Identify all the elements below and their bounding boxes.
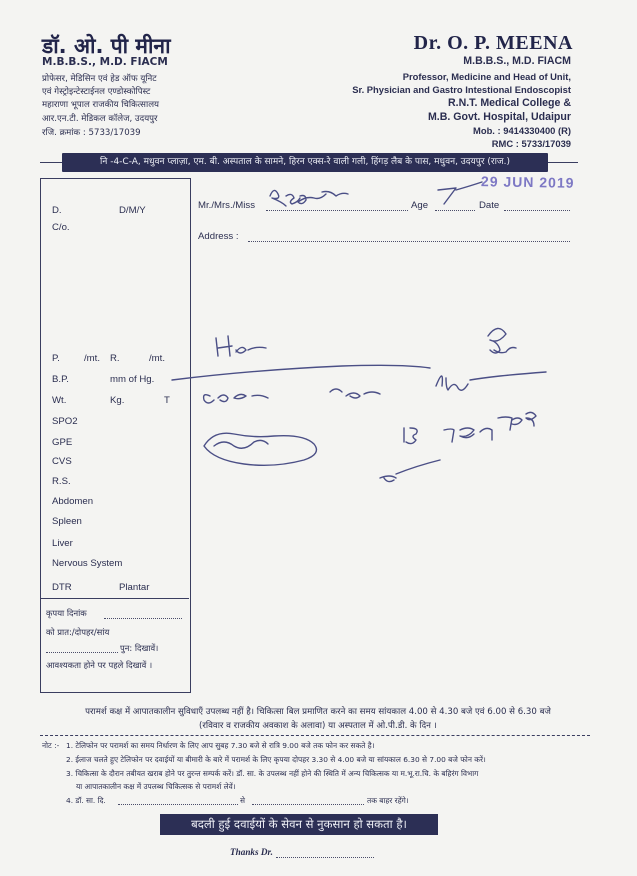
bp-unit: mm of Hg. bbox=[110, 374, 155, 385]
weight-unit: Kg. bbox=[110, 395, 125, 406]
note-1: 1. टेलिफोन पर परामर्श का समय निर्धारण के लिए आप सुबह 7.30 बजे से रात्रि 9.00 बजे तक फोन कर सकते है। bbox=[66, 741, 375, 750]
gpe-label: GPE bbox=[52, 437, 73, 448]
hospital-line: महाराणा भूपाल राजकीय चिकित्सालय bbox=[42, 100, 160, 110]
spo2-label: SPO2 bbox=[52, 416, 78, 427]
resp-label: R. bbox=[110, 353, 120, 364]
handwritten-age bbox=[438, 188, 456, 204]
followup-date-label: कृपया दिनांक bbox=[46, 608, 87, 618]
college-line: आर.एन.टी. मेडिकल कॉलेज, उदयपुर bbox=[42, 114, 158, 124]
thanks-label: Thanks Dr. bbox=[230, 847, 273, 857]
pulse-label: P. bbox=[52, 353, 60, 364]
handwritten-name bbox=[270, 190, 348, 206]
specialty-line: Sr. Physician and Gastro Intestional Endoscopist bbox=[352, 84, 571, 95]
doctor-name-hindi: डॉ. ओ. पी मीना bbox=[42, 34, 171, 58]
weight-label: Wt. bbox=[52, 395, 67, 406]
note-2: 2. ईलाज चलते हुए टेलिफोन पर दवाईयों या बीमारी के बारे में परामर्श के लिए कृपया दोपहर 3.30 से 4.00 बजे या सांयकाल 6.30 से 7.00 बजे फोन करें। bbox=[66, 755, 486, 764]
note-4-end: तक बाहर रहेंगे। bbox=[367, 796, 409, 805]
plantar-label: Plantar bbox=[119, 582, 150, 593]
date-label: Date bbox=[479, 200, 500, 211]
d-label: D. bbox=[52, 205, 62, 216]
liver-label: Liver bbox=[52, 538, 73, 549]
co-label: C/o. bbox=[52, 222, 70, 233]
notes-prefix: नोट :- bbox=[42, 741, 60, 750]
patient-name-label: Mr./Mrs./Miss bbox=[198, 200, 256, 211]
address-label: Address : bbox=[198, 231, 239, 242]
designation-line-2: एवं गेस्ट्रोइन्टेस्टाईनल एण्डोस्कोपिस्ट bbox=[42, 87, 151, 97]
registration-line: रजि. क्रमांक : 5733/17039 bbox=[42, 128, 141, 138]
mobile-line: Mob. : 9414330400 (R) bbox=[473, 125, 571, 136]
age-label: Age bbox=[411, 200, 429, 211]
followup-time-label: को प्रात:/दोपहर/सांय bbox=[46, 627, 110, 637]
notice-line-2: (रविवार व राजकीय अवकाश के अलावा) या अस्पताल में ओ.पी.डी. के दिन । bbox=[199, 721, 437, 731]
note-3: 3. चिकित्सा के दौरान तबीयत खराब होने पर तुरन्त सम्पर्क करें। डॉ. सा. के उपलब्ध नहीं होने की स्थिति में अन्य चिकित्सक या म.भू.रा.चि. के बहिरंग विभाग bbox=[66, 769, 479, 778]
dmy-label: D/M/Y bbox=[119, 205, 146, 216]
nervous-system-label: Nervous System bbox=[52, 558, 123, 569]
designation-line: Professor, Medicine and Head of Unit, bbox=[402, 71, 571, 82]
college-line-en: R.N.T. Medical College & bbox=[447, 97, 571, 109]
bp-label: B.P. bbox=[52, 374, 69, 385]
temp-label: T bbox=[164, 395, 170, 406]
doctor-name-english: Dr. O. P. MEENA bbox=[413, 32, 573, 54]
resp-unit: /mt. bbox=[149, 353, 165, 364]
note-3-cont: या आपातकालीन कक्ष में उपलब्ध चिकित्सक से परामर्श लेवें। bbox=[76, 782, 236, 791]
handwriting-hc bbox=[216, 336, 266, 356]
date-stamp: 29 JUN 2019 bbox=[480, 173, 575, 191]
rs-label: R.S. bbox=[52, 476, 71, 487]
rmc-line: RMC : 5733/17039 bbox=[491, 138, 571, 149]
followup-revisit-text: पुन: दिखावें। bbox=[120, 643, 159, 653]
followup-early-text: आवश्यकता होने पर पहले दिखावें । bbox=[46, 660, 153, 670]
cvs-label: CVS bbox=[52, 456, 72, 467]
hospital-line-en: M.B. Govt. Hospital, Udaipur bbox=[427, 111, 571, 123]
note-4-se: से bbox=[240, 796, 245, 805]
note-4: 4. डॉ. सा. दि. bbox=[66, 796, 106, 805]
doctor-degrees-left: M.B.B.S., M.D. FIACM bbox=[42, 56, 168, 68]
spleen-label: Spleen bbox=[52, 516, 82, 527]
doctor-degrees-right: M.B.B.S., M.D. FIACM bbox=[463, 55, 571, 67]
designation-line-1: प्रोफेसर, मेडिसिन एवं हेड ऑफ यूनिट bbox=[42, 74, 157, 84]
medicine-warning-banner: बदली हुई दवाईयों के सेवन से नुकसान हो सकता है। bbox=[160, 814, 438, 835]
pulse-unit: /mt. bbox=[84, 353, 100, 364]
notice-line-1: परामर्श कक्ष में आपातकालीन सुविधाएँ उपलब्ध नहीं है। चिकित्सा बिल प्रमाणित करने का समय सांयकाल 4.00 से 4.30 बजे एवं 6.00 से 6.30 बजे bbox=[85, 707, 551, 717]
clinic-address-banner: नि -4-C-A, मधुवन प्लाज़ा, एम. बी. अस्पताल के सामने, हिरन एक्स-रे वाली गली, हिंगड़ लैब के पास, मधुवन, उदयपुर (राज.) bbox=[62, 153, 548, 172]
abdomen-label: Abdomen bbox=[52, 496, 94, 507]
dtr-label: DTR bbox=[52, 582, 72, 593]
